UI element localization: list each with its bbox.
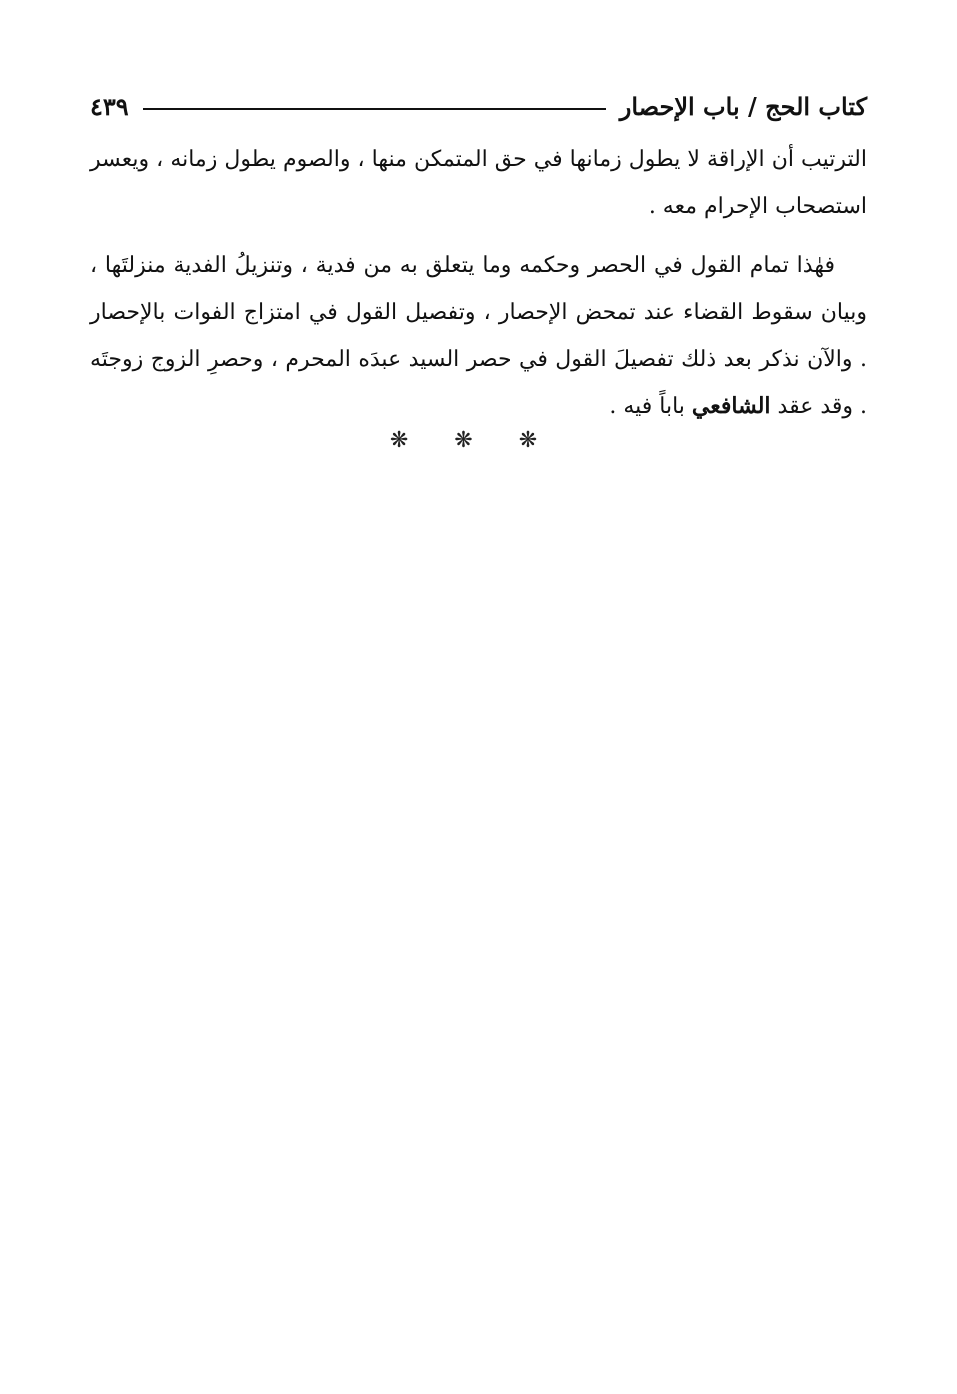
asterism-icon: ❋ [454, 428, 503, 453]
header-rule [143, 108, 606, 110]
paragraph-2 [90, 242, 867, 430]
paragraph-1: الترتيب أن الإراقة لا يطول زمانها في حق المتمكن منها ، والصوم يطول زمانه ، ويعسر استصحاب الإحرام معه . [90, 147, 867, 219]
page-header [90, 86, 867, 126]
paragraph-2-part2: باباً فيه . [609, 394, 692, 419]
author-name-bold: الشافعي [691, 393, 771, 419]
page-number: ٤٣٩ [90, 91, 129, 121]
asterism-icon: ❋ [518, 428, 568, 453]
paragraph-2-part1: فهٰذا تمام القول في الحصر وحكمه وما يتعلق به من فدية ، وتنزيلُ الفدية منزلتَها ، وبيان سقوط القضاء عند تمحض الإحصار ، وتفصيل القول في امتزاج الفوات بالإحصار . والآن نذكر بعد ذلك تفصيلَ القول في حصر السيد عبدَه المحرم ، وحصرِ الزوج زوجتَه . وقد عقد [90, 253, 867, 419]
running-title: كتاب الحج / باب الإحصار [619, 91, 867, 121]
asterism-icon: ❋ [389, 428, 439, 453]
section-divider-ornament [0, 428, 957, 453]
body-text [90, 136, 867, 430]
